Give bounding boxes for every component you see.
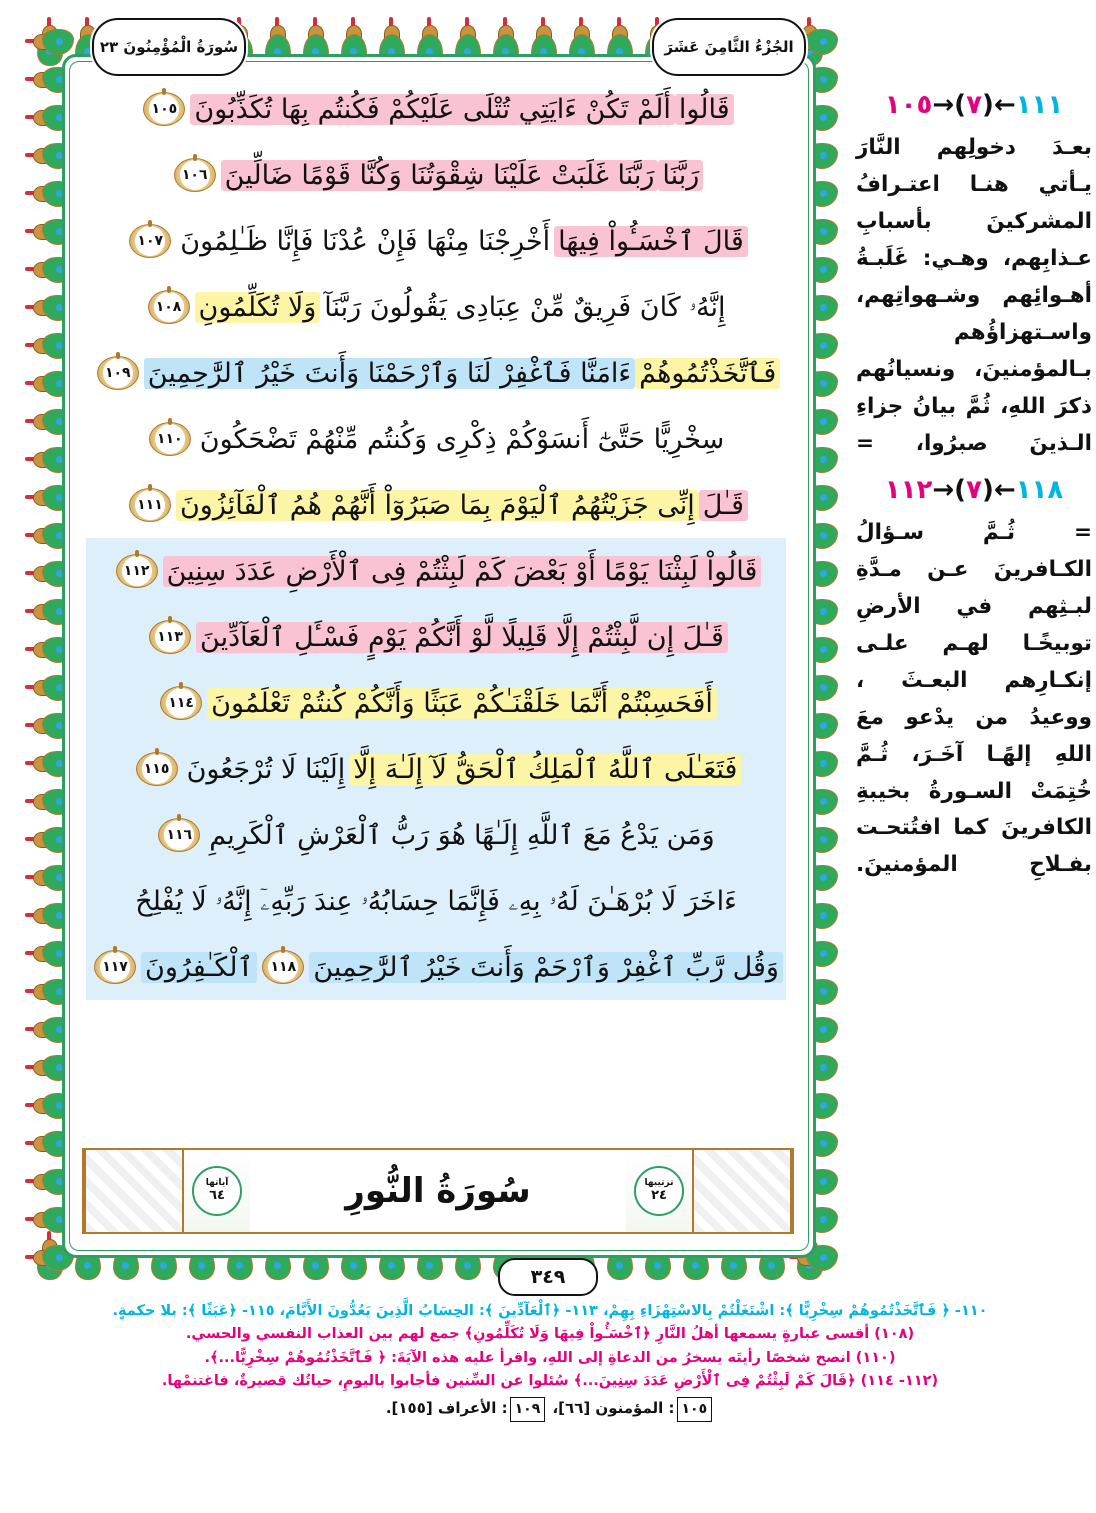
surah-title-center [250, 1150, 626, 1232]
aya-number-marker: ١١٨ [262, 950, 304, 984]
surah-cartouche [92, 18, 246, 76]
quran-line [86, 472, 786, 538]
juz-cartouche-label: الجُزْءُ الثَّامِنَ عَشَرَ [664, 38, 794, 56]
range1-paren-close: ) [954, 90, 967, 120]
crossref-text-2: : الأعراف [١٥٥]. [385, 1398, 508, 1417]
quran-line [86, 76, 786, 142]
quran-segment: رَبَّنَا [658, 160, 703, 191]
surah-ayat-label: آياتها [205, 1177, 229, 1188]
quran-segment: ٱلْكَـٰفِرُونَ [141, 952, 257, 983]
quran-line [86, 406, 786, 472]
sidebar-commentary [856, 88, 1092, 1288]
quran-segment: رَبَّنَا غَلَبَتْ عَلَيْنَا شِقْوَتُنَا وَكُنَّا قَوْمًا ضَالِّينَ [221, 160, 659, 191]
quran-segment: إِلَيْنَا لَا تُرْجَعُونَ [186, 753, 346, 785]
quran-line [86, 274, 786, 340]
surah-ayat-value: ٦٤ [209, 1188, 225, 1204]
aya-number-marker: ١٠٥ [143, 92, 185, 126]
quran-segment: قَالُواْ لَبِثْنَا يَوْمًا أَوْ بَعْضَ [509, 556, 761, 587]
footnote-line: ١١٠- ﴿ فَٱتَّخَذْتُمُوهُمْ سِخْرِيًّا ﴾: اشْتَغَلْتُمْ بِالاسْتِهْزَاءِ بِهِمْ، ١١٣- ﴿ٱلْعَآدِّينَ ﴾: الحِسَابُ الَّذِينَ يَعُدُّونَ الأَيَّامَ، ١١٥- ﴿عَبَثًا ﴾: بلا حكمةٍ. [112, 1303, 988, 1319]
banner-ornament-right [692, 1150, 792, 1232]
range1-arrow-left: ← [993, 90, 1016, 120]
sidebar-text-1: بعـدَ دخولِهم النَّارَ يـأتي هنـا اعتـرافُ المشركينَ بأسبابِ عـذابِهم، وهـي: غَلَبـةُ أهـوائِهم وشـهواتِهم، واسـتهزاؤُهم بـالمؤمنينَ، ونسيانُهم ذكرَ اللهِ، ثُمَّ بيانُ جزاءِ الـذينَ صبرُوا، = [856, 135, 1092, 456]
cross-reference-line [20, 1396, 1080, 1422]
range1-end: ١١١ [1015, 90, 1064, 120]
quran-segment: إِنَّهُۥ كَانَ فَرِيقٌ مِّنْ عِبَادِى يَقُولُونَ رَبَّنَآ [324, 291, 726, 323]
aya-number-marker: ١١٦ [158, 818, 200, 852]
quran-line [86, 208, 786, 274]
range2-paren-close: ) [954, 474, 967, 505]
quran-segment: سِخْرِيًّا حَتَّىٰٓ أَنسَوْكُمْ ذِكْرِى وَكُنتُم مِّنْهُمْ تَضْحَكُونَ [199, 423, 725, 455]
aya-number-marker: ١١٧ [94, 950, 136, 984]
range1-paren-open: ( [981, 90, 994, 120]
quran-segment: أَخْرِجْنَا مِنْهَا فَإِنْ عُدْنَا فَإِنَّا ظَـٰلِمُونَ [180, 225, 551, 257]
quran-segment: وَمَن يَدْعُ مَعَ ٱللَّهِ إِلَـٰهًا [473, 819, 715, 851]
quran-segment: إِنِّى جَزَيْتُهُمُ ٱلْيَوْمَ بِمَا صَبَرُوٓاْ أَنَّهُمْ هُمُ ٱلْفَآئِزُونَ [176, 490, 699, 521]
aya-number-marker: ١٠٦ [174, 158, 216, 192]
range1-arrow-right: → [932, 90, 955, 120]
sidebar-text-2: = ثُـمَّ سـؤالُ الكـافرينَ عـن مـدَّةِ لبـثِهم في الأرضِ توبيخًـا لهـم علـى إنكـارِهم البعـثَ ، ووعيدُ من يدْعو معَ اللهِ إلهًـا آخَـرَ، ثُـمَّ خُتِمَتْ السـورةُ بخيبةِ الكافرينَ كما افتُتحـت بفـلاحِ المؤمنينَ. [856, 519, 1092, 878]
quran-segment: فَٱتَّخَذْتُمُوهُمْ [635, 358, 780, 389]
sidebar-range-1 [856, 90, 1092, 120]
aya-number-marker: ١١١ [129, 488, 171, 522]
quran-line [86, 868, 786, 934]
range2-start: ١١٢ [884, 474, 933, 505]
aya-number-marker: ١١٢ [116, 554, 158, 588]
footnote-line: (١١٠) انصح شخصًا رأيتَه يسخرُ من الدعاةِ إلى اللهِ، واقرأ عليه هذه الآيَةَ: ﴿ فَٱتَّخَذْتُمُوهُمْ سِخْرِيًّا...﴾. [204, 1349, 896, 1366]
range1-pages: ٧ [966, 90, 982, 120]
surah-cartouche-label: سُورَةُ الْمُؤْمِنُونَ ٢٣ [99, 38, 239, 56]
range2-arrow-left: ← [993, 474, 1016, 505]
crossref-text-1: : المؤمنون [٦٦]، [547, 1398, 675, 1417]
quran-line [86, 604, 786, 670]
surah-title: سُورَةُ النُّورِ [345, 1171, 531, 1211]
quran-segment: ءَامَنَّا فَٱغْفِرْ لَنَا وَٱرْحَمْنَا وَأَنتَ خَيْرُ ٱلرَّٰحِمِينَ [144, 358, 635, 389]
aya-number-marker: ١١٤ [160, 686, 202, 720]
aya-number-marker: ١٠٩ [97, 356, 139, 390]
surah-order-label: ترتيبها [644, 1177, 674, 1188]
footnote-line: (١١٢- ١١٤) ﴿قَالَ كَمْ لَبِثْتُمْ فِى ٱلْأَرْضِ عَدَدَ سِنِينَ...﴾ سُئلوا عن السِّنين فأجابوا باليومِ، حياتُك قصيرةٌ، فاغتنمْها. [161, 1373, 939, 1390]
footnote-line: (١٠٨) أقسى عبارةٍ يسمعها أهلُ النَّارِ ﴿ٱخْسَـُٔواْ فِيهَا وَلَا تُكَلِّمُونِ﴾ جمع لهم بين العذاب النفسي والحسي. [185, 1326, 915, 1343]
quran-segment: فَتَعَـٰلَى ٱللَّهُ ٱلْمَلِكُ ٱلْحَقُّ لَآ إِلَـٰهَ إِلَّا [349, 754, 741, 785]
surah-order-badge [634, 1166, 684, 1216]
quran-segment: أَفَحَسِبْتُمْ أَنَّمَا خَلَقْنَـٰكُمْ عَبَثًا وَأَنَّكُمْ [350, 688, 717, 719]
surah-title-banner [82, 1148, 794, 1234]
quran-line [86, 670, 786, 736]
range2-arrow-right: → [932, 474, 955, 505]
range2-paren-open: ( [981, 474, 994, 505]
quran-line [86, 538, 786, 604]
quran-line [86, 802, 786, 868]
quran-segment: ءَاخَرَ لَا بُرْهَـٰنَ لَهُۥ بِهِۦ فَإِنَّمَا حِسَابُهُۥ عِندَ رَبِّهِۦٓ إِنَّهُۥ لَا يُفْلِحُ [135, 885, 737, 917]
quran-segment: كُنتُمْ تَعْلَمُونَ [207, 688, 350, 719]
banner-ornament-left [84, 1150, 184, 1232]
quran-segment: أَلَمْ تَكُنْ ءَايَتِي تُتْلَى عَلَيْكُمْ فَكُنتُم بِهَا تُكَذِّبُونَ [190, 94, 674, 125]
aya-number-marker: ١١٥ [136, 752, 178, 786]
aya-number-marker: ١٠٨ [148, 290, 190, 324]
range1-start: ١٠٥ [884, 90, 933, 120]
quran-line [86, 340, 786, 406]
quran-segment: هُوَ رَبُّ ٱلْعَرْشِ ٱلْكَرِيمِ [209, 819, 466, 851]
surah-order-value: ٢٤ [651, 1188, 667, 1204]
quran-segment: وَلَا تُكَلِّمُونِ [195, 292, 321, 323]
range2-pages: ٧ [966, 474, 982, 505]
surah-ayat-badge [192, 1166, 242, 1216]
aya-number-marker: ١٠٧ [129, 224, 171, 258]
footnotes-block [20, 1300, 1080, 1422]
juz-cartouche [652, 18, 806, 76]
quran-line [86, 736, 786, 802]
page-number: ٣٤٩ [498, 1258, 598, 1296]
quran-segment: قَـٰلَ [699, 490, 748, 521]
quran-text-block [72, 64, 800, 1176]
quran-segment: قَالُوا [675, 94, 734, 125]
crossref-num-1: ١٠٥ [677, 1397, 713, 1422]
aya-number-marker: ١١٠ [149, 422, 191, 456]
quran-segment: يَوْمٍ فَسْـَٔلِ ٱلْعَآدِّينَ [196, 622, 410, 653]
crossref-num-2: ١٠٩ [510, 1397, 546, 1422]
quran-segment: قَالَ ٱخْسَـُٔواْ فِيهَا [554, 226, 748, 257]
aya-number-marker: ١١٣ [149, 620, 191, 654]
quran-segment: كَمْ لَبِثْتُمْ فِى ٱلْأَرْضِ عَدَدَ سِنِينَ [163, 556, 509, 587]
quran-line [86, 934, 786, 1000]
quran-line [86, 142, 786, 208]
quran-segment: قَـٰلَ إِن لَّبِثْتُمْ إِلَّا قَلِيلًا لَّوْ أَنَّكُمْ [410, 622, 728, 653]
quran-segment: وَقُل رَّبِّ ٱغْفِرْ وَٱرْحَمْ وَأَنتَ خَيْرُ ٱلرَّٰحِمِينَ [309, 952, 783, 983]
range2-end: ١١٨ [1015, 474, 1064, 505]
sidebar-range-2 [856, 475, 1092, 505]
